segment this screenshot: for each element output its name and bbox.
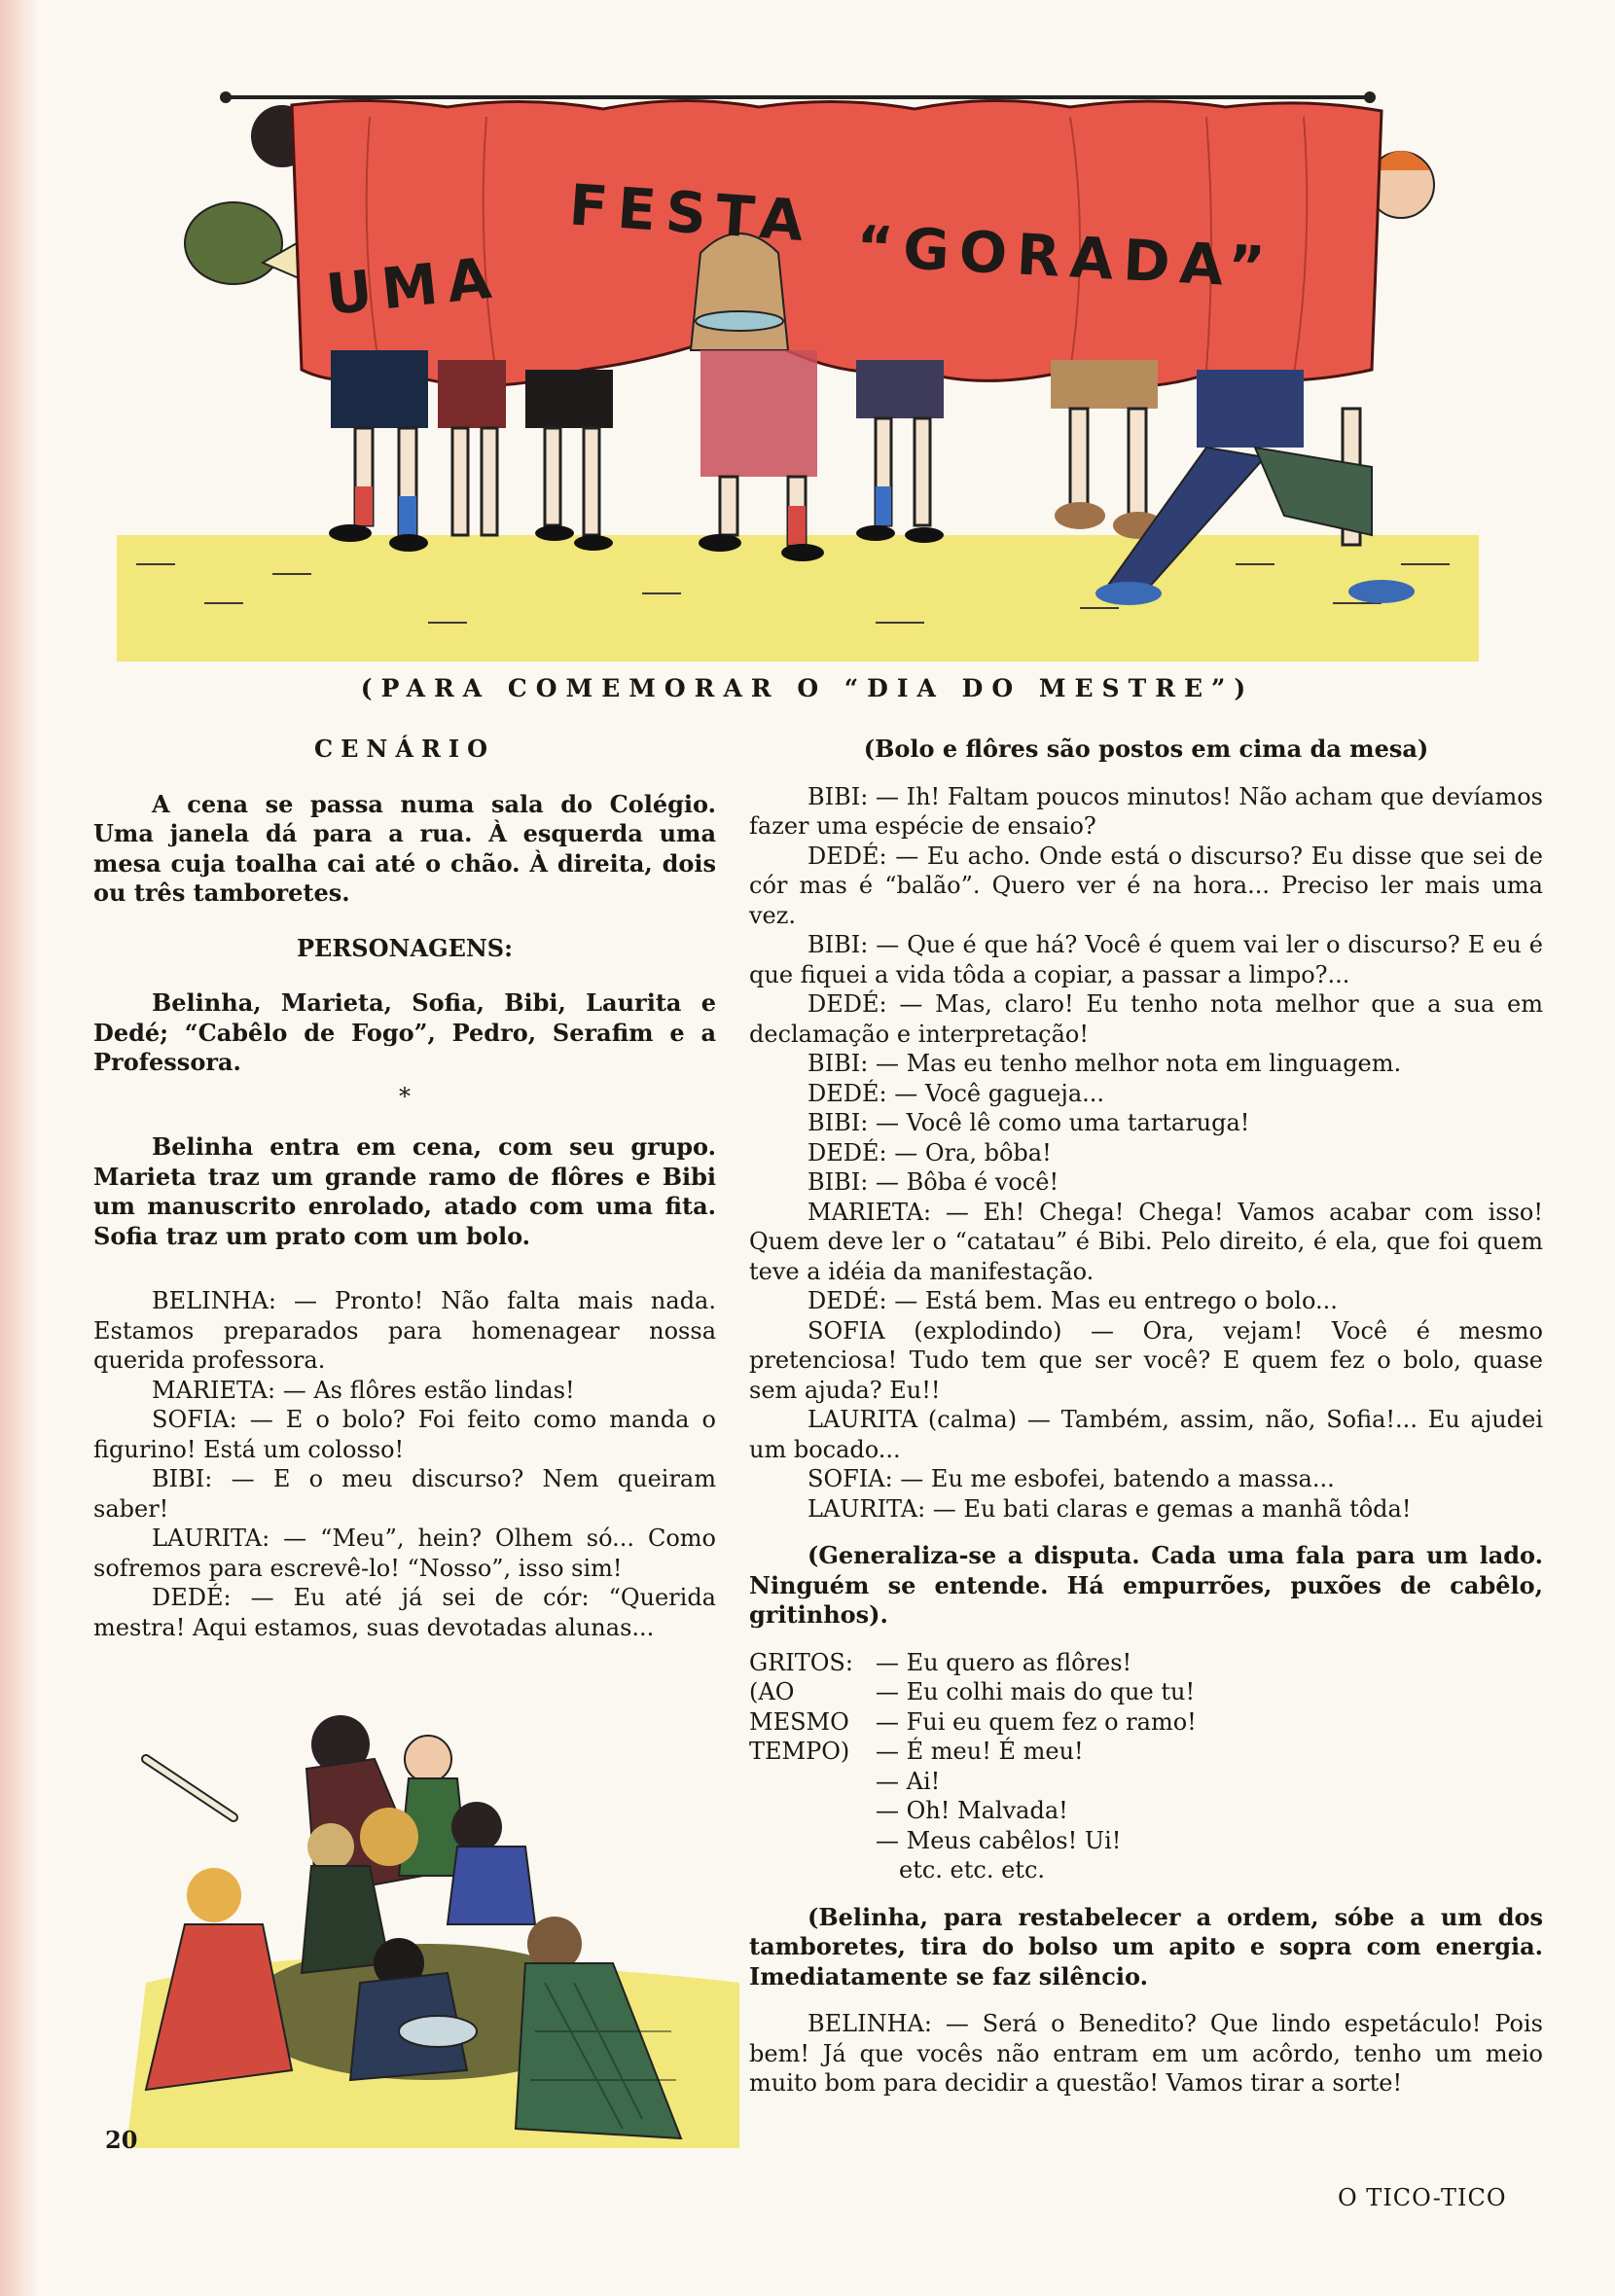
dialogue-line: MARIETA: — Eh! Chega! Chega! Vamos acabar com isso! Quem deve ler o “catatau” é Bibi. Pelo direito, é ela, que foi quem teve a idéia da manifestação. bbox=[749, 1198, 1543, 1285]
brawl-illustration bbox=[117, 1691, 739, 2148]
dialogue-line: LAURITA: — Eu bati claras e gemas a manhã tôda! bbox=[808, 1494, 1412, 1523]
curtain-scene-illustration bbox=[117, 78, 1479, 662]
dialogue-line: SOFIA: — Eu me esbofei, batendo a massa... bbox=[808, 1465, 1335, 1492]
stage-direction: (Bolo e flôres são postos em cima da mesa) bbox=[863, 735, 1429, 763]
flower-bouquet bbox=[185, 202, 282, 284]
dialogue-line: LAURITA: — “Meu”, hein? Olhem só... Como sofremos para escrevê-lo! “Nosso”, isso sim! bbox=[93, 1525, 716, 1582]
dialogue-line: DEDÉ: — Ora, bôba! bbox=[808, 1138, 1052, 1166]
shout-line: — É meu! É meu! bbox=[876, 1738, 1084, 1765]
shout-line: — Eu colhi mais do que tu! bbox=[876, 1678, 1196, 1705]
dialogue-line: BIBI: — Bôba é você! bbox=[808, 1168, 1059, 1196]
right-column bbox=[749, 735, 1543, 2099]
stage-direction: (Belinha, para restabelecer a ordem, sóbe a um dos tamboretes, tira do bolso um apito e sopra com energia. Imediatamente se faz silêncio. bbox=[749, 1902, 1543, 1991]
dialogue-line: BIBI: — E o meu discurso? Nem queiram saber! bbox=[93, 1465, 716, 1523]
dialogue-line: BIBI: — Que é que há? Você é quem vai ler o discurso? E eu é que fiquei a vida tôda a copiar, a passar a limpo?... bbox=[749, 931, 1543, 988]
shouts-label: GRITOS: bbox=[749, 1648, 853, 1676]
shout-line: — Oh! Malvada! bbox=[876, 1797, 1068, 1824]
left-column bbox=[93, 735, 716, 1642]
title-word-3: “GORADA” bbox=[854, 212, 1276, 302]
scene-description: A cena se passa numa sala do Colégio. Uma janela dá para a rua. À esquerda uma mesa cuja toalha cai até o chão. À direita, dois ou três tamboretes. bbox=[93, 789, 716, 907]
magazine-name: O TICO-TICO bbox=[1338, 2184, 1507, 2211]
shouts-label: MESMO bbox=[749, 1707, 849, 1736]
shout-line: — Eu quero as flôres! bbox=[876, 1648, 1132, 1676]
dialogue-line: DEDÉ: — Eu acho. Onde está o discurso? Eu disse que sei de cór mas é “balão”. Quero ver é na hora... Preciso ler mais uma vez. bbox=[749, 842, 1543, 929]
stage-direction: (Generaliza-se a disputa. Cada uma fala para um lado. Ninguém se entende. Há empurrões, puxões de cabêlo, gritinhos). bbox=[749, 1541, 1543, 1629]
opening-stage-direction: Belinha entra em cena, com seu grupo. Marieta traz um grande ramo de flôres e Bibi um manuscrito enrolado, atado com uma fita. Sofia traz um prato com um bolo. bbox=[93, 1132, 716, 1250]
shout-line: — Ai! bbox=[876, 1767, 941, 1795]
dialogue-line: BIBI: — Ih! Faltam poucos minutos! Não acham que devíamos fazer uma espécie de ensaio? bbox=[749, 782, 1543, 840]
shouts-block bbox=[749, 1648, 1543, 1885]
characters-list: Belinha, Marieta, Sofia, Bibi, Laurita e Dedé; “Cabêlo de Fogo”, Pedro, Serafim e a Professora. bbox=[93, 988, 716, 1076]
title-illustration bbox=[117, 78, 1479, 662]
shout-line: — Fui eu quem fez o ramo! bbox=[876, 1707, 1197, 1736]
characters-heading: PERSONAGENS: bbox=[297, 933, 513, 962]
dialogue-line: DEDÉ: — Eu até já sei de cór: “Querida mestra! Aqui estamos, suas devotadas alunas... bbox=[93, 1584, 716, 1641]
dialogue-line: LAURITA (calma) — Também, assim, não, Sofia!... Eu ajudei um bocado... bbox=[749, 1406, 1543, 1463]
separator-star: * bbox=[399, 1082, 411, 1110]
girls-fighting-illustration bbox=[117, 1691, 739, 2148]
dialogue-line: DEDÉ: — Mas, claro! Eu tenho nota melhor que a sua em declamação e interpretação! bbox=[749, 990, 1543, 1048]
subtitle: (PARA COMEMORAR O “DIA DO MESTRE”) bbox=[360, 674, 1255, 702]
title-word-1: UMA bbox=[322, 243, 504, 329]
page-number: 20 bbox=[105, 2126, 138, 2154]
dialogue-line: BELINHA: — Será o Benedito? Que lindo espetáculo! Pois bem! Já que vocês não entram em um acôrdo, tenho um meio muito bom para decidir a questão! Vamos tirar a sorte! bbox=[749, 2010, 1543, 2097]
dialogue-line: SOFIA: — E o bolo? Foi feito como manda o figurino! Está um colosso! bbox=[93, 1406, 716, 1463]
shouts-label: TEMPO) bbox=[749, 1738, 850, 1765]
dialogue-line: BELINHA: — Pronto! Não falta mais nada. Estamos preparados para homenagear nossa querida professora. bbox=[93, 1287, 716, 1374]
shout-line: etc. etc. etc. bbox=[899, 1856, 1046, 1883]
title-word-2: FESTA bbox=[566, 171, 816, 255]
dialogue-line: BIBI: — Mas eu tenho melhor nota em linguagem. bbox=[808, 1050, 1402, 1077]
scene-heading: CENÁRIO bbox=[313, 735, 496, 763]
shout-line: — Meus cabêlos! Ui! bbox=[876, 1826, 1122, 1854]
dialogue-line: MARIETA: — As flôres estão lindas! bbox=[152, 1376, 575, 1404]
dialogue-line: DEDÉ: — Está bem. Mas eu entrego o bolo... bbox=[808, 1287, 1338, 1314]
dialogue-line: BIBI: — Você lê como uma tartaruga! bbox=[808, 1109, 1250, 1136]
shouts-label: (AO bbox=[749, 1678, 795, 1705]
dialogue-line: SOFIA (explodindo) — Ora, vejam! Você é mesmo pretenciosa! Tudo tem que ser você? E quem fez o bolo, quase sem ajuda? Eu!! bbox=[749, 1316, 1543, 1404]
page-edge bbox=[0, 0, 39, 2296]
dialogue-line: DEDÉ: — Você gagueja... bbox=[808, 1079, 1105, 1107]
